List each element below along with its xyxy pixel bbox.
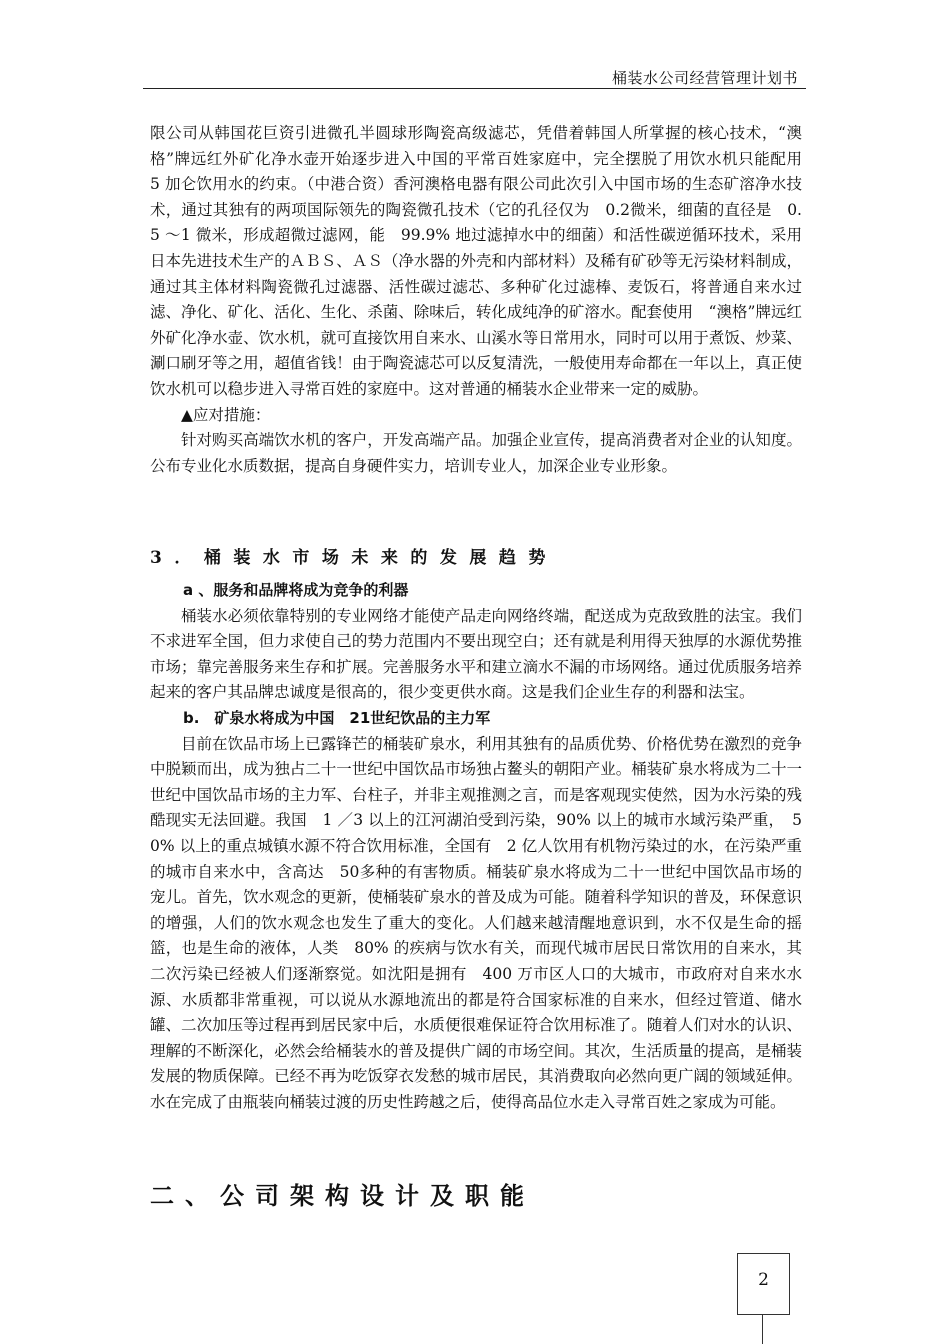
subheading-mineral-water: b. 矿泉水将成为中国 21世纪饮品的主力军 <box>183 708 491 727</box>
section-3-body <box>150 578 802 1115</box>
running-header-title: 桶装水公司经营管理计划书 <box>611 69 798 87</box>
page-number-box <box>737 1253 790 1315</box>
chapter-heading-company-structure: 二、公司架构设计及职能 <box>150 1182 535 1210</box>
continued-text-block <box>150 121 818 479</box>
paragraph-water-purifier: 限公司从韩国花巨资引进微孔半圆球形陶瓷高级滤芯，凭借着韩国人所掌握的核心技术，“澳格”牌远红外矿化净水壶开始逐步进入中国的平常百姓家庭中，完全摆脱了用饮水机只能配用 5 加仑饮用水的约束。（中港合资）香河澳格电器有限公司此次引入中国市场的生态矿溶净水技术，通过其独有的两项国际领先的陶瓷微孔技术（它的孔径仅为 0.2微米，细菌的直径是 0.5 ～1 微米，形成超微过滤网，能 99.9% 地过滤掉水中的细菌）和活性碳逆循环技术，采用日本先进技术生产的ＡＢＳ、ＡＳ（净水器的外壳和内部材料）及稀有矿砂等无污染材料制成，通过其主体材料陶瓷微孔过滤器、活性碳过滤芯、多种矿化过滤棒、麦饭石，将普通自来水过滤、净化、矿化、活化、生化、杀菌、除味后，转化成纯净的矿溶水。配套使用 “澳格”牌远红外矿化净水壶、饮水机，就可直接饮用自来水、山溪水等日常用水，同时可以用于煮饭、炒菜、涮口刷牙等之用，超值省钱！由于陶瓷滤芯可以反复清洗，一般使用寿命都在一年以上，真正使饮水机可以稳步进入寻常百姓的家庭中。这对普通的桶装水企业带来一定的威胁。 <box>150 124 818 398</box>
header-rule <box>143 88 806 89</box>
countermeasure-label: ▲应对措施： <box>181 405 271 424</box>
paragraph-countermeasure: 针对购买高端饮水机的客户，开发高端产品。加强企业宣传，提高消费者对企业的认知度。公布专业化水质数据，提高自身硬件实力，培训专业人，加深企业专业形象。 <box>150 431 802 475</box>
page-number: 2 <box>758 1270 769 1290</box>
paragraph-mineral-water: 目前在饮品市场上已露锋芒的桶装矿泉水，利用其独有的品质优势、价格优势在激烈的竞争中脱颖而出，成为独占二十一世纪中国饮品市场独占鳌头的朝阳产业。桶装矿泉水将成为二十一世纪中国饮品市场的主力军、台柱子，并非主观推测之言，而是客观现实使然，因为水污染的残酷现实无法回避。我国 1 ／3 以上的江河湖泊受到污染，90% 以上的城市水域污染严重， 50% 以上的重点城镇水源不符合饮用标准，全国有 2 亿人饮用有机物污染过的水，在污染严重的城市自来水中，含高达 50多种的有害物质。桶装矿泉水将成为二十一世纪中国饮品市场的宠儿。首先，饮水观念的更新，使桶装矿泉水的普及成为可能。随着科学知识的普及，环保意识的增强，人们的饮水观念也发生了重大的变化。人们越来越清醒地意识到，水不仅是生命的摇篮，也是生命的液体，人类 80% 的疾病与饮水有关，而现代城市居民日常饮用的自来水，其二次污染已经被人们逐渐察觉。如沈阳是拥有 400 万市区人口的大城市，市政府对自来水水源、水质都非常重视，可以说从水源地流出的都是符合国家标准的自来水，但经过管道、储水罐、二次加压等过程再到居民家中后，水质便很难保证符合饮用标准了。随着人们对水的认识、理解的不断深化，必然会给桶装水的普及提供广阔的市场空间。其次，生活质量的提高，是桶装发展的物质保障。已经不再为吃饭穿衣发愁的城市居民，其消费取向必然向更广阔的领域延伸。水在完成了由瓶装向桶装过渡的历史性跨越之后，使得高品位水走入寻常百姓之家成为可能。 <box>150 734 802 1111</box>
page-number-stem <box>762 1315 763 1344</box>
section-heading-market-trends: 3．桶装水市场未来的发展趋势 <box>150 548 558 568</box>
paragraph-service-brand: 桶装水必须依靠特别的专业网络才能使产品走向网络终端，配送成为克敌致胜的法宝。我们不求进军全国，但力求使自己的势力范围内不要出现空白；还有就是利用得天独厚的水源优势推市场；靠完善服务来生存和扩展。完善服务水平和建立滴水不漏的市场网络。通过优质服务培养起来的客户其品牌忠诚度是很高的，很少变更供水商。这是我们企业生存的利器和法宝。 <box>150 606 802 702</box>
subheading-service-brand: a 、服务和品牌将成为竞争的利器 <box>183 581 409 599</box>
